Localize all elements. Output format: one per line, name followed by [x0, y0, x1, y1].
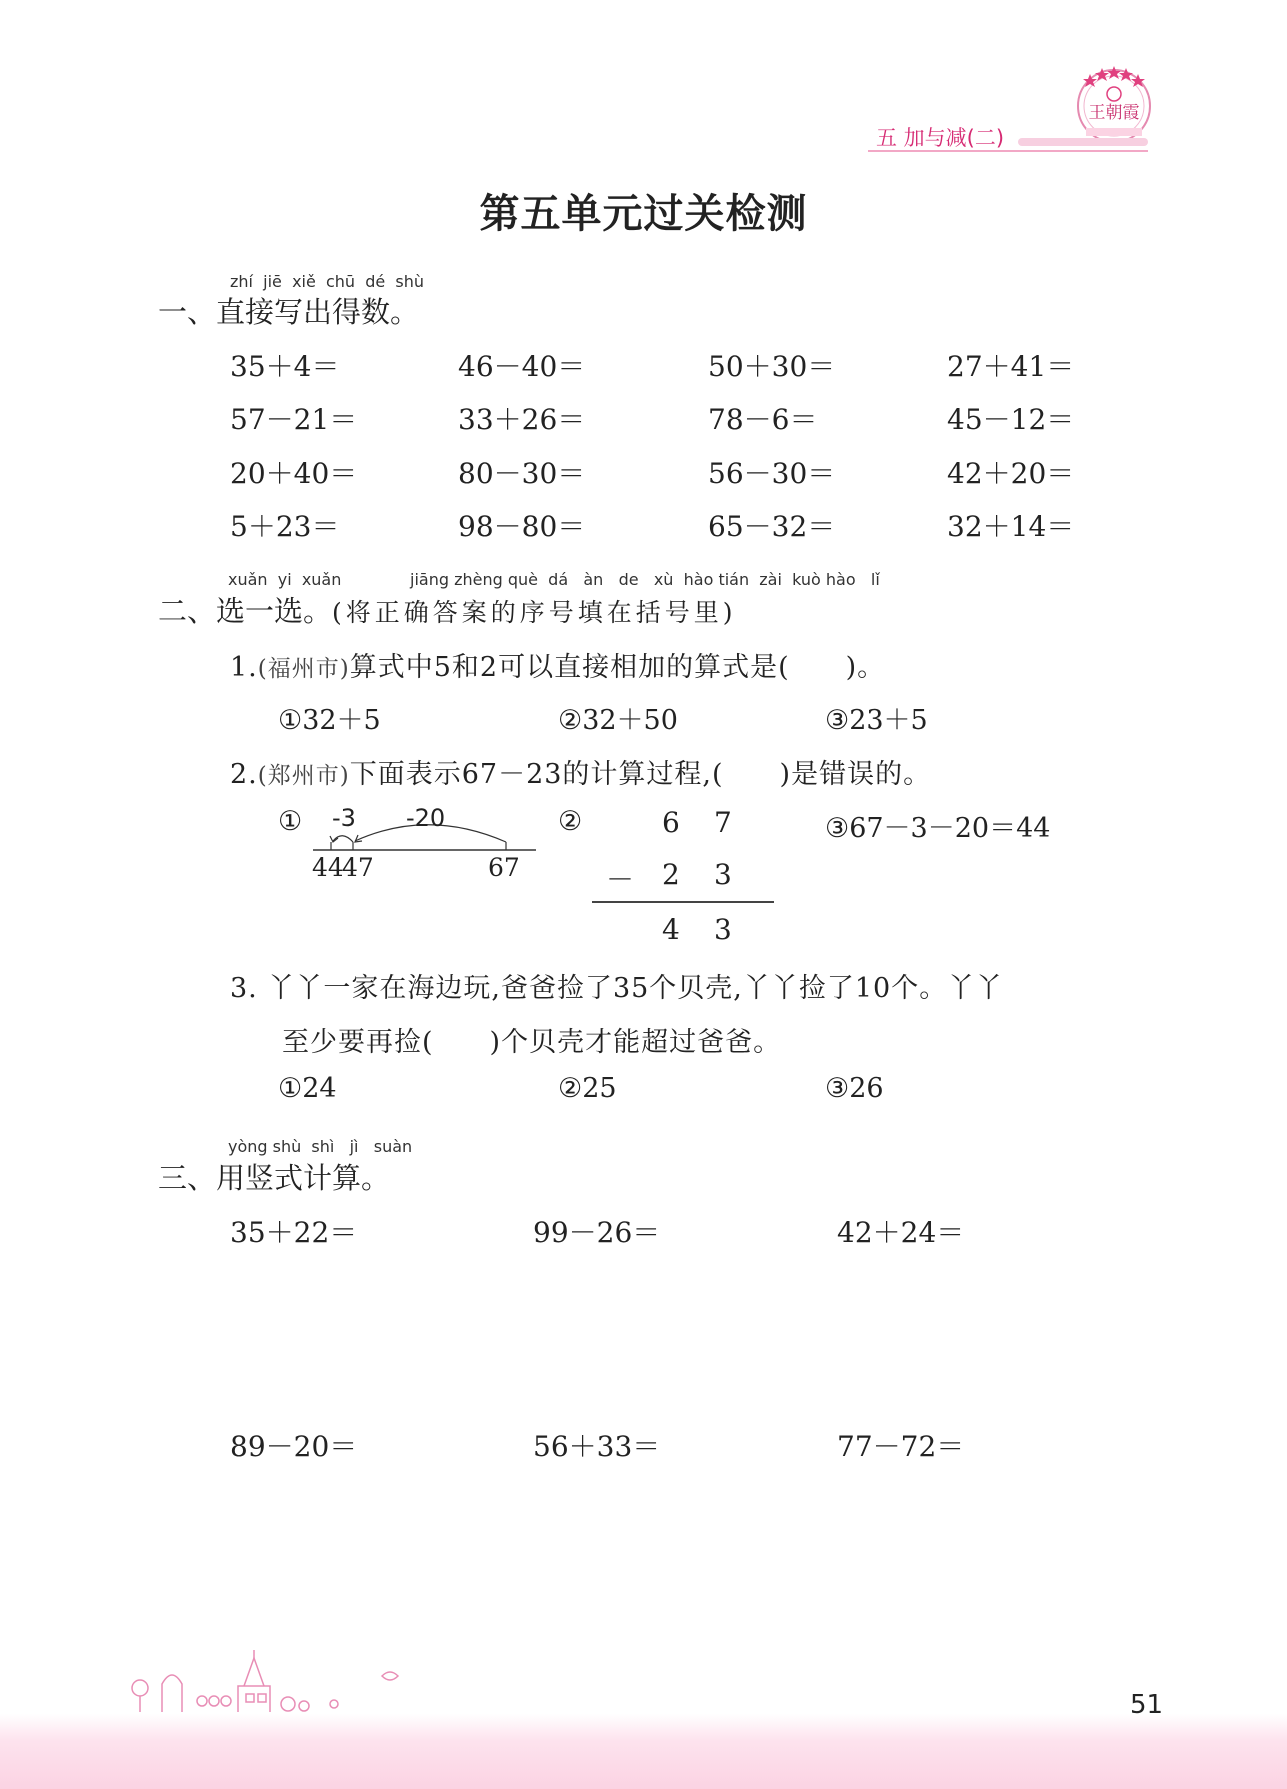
vertical-result-ones: 3: [714, 913, 732, 946]
calc-4-4: 32＋14＝: [947, 510, 1075, 543]
calc-1-2: 46－40＝: [458, 350, 586, 383]
section3-pinyin: yòng shù shì jì suàn: [228, 1137, 413, 1156]
calc-4-1: 5＋23＝: [230, 510, 340, 543]
footer-band: [0, 1714, 1287, 1789]
vertical-operator: －: [606, 863, 635, 896]
question-3-text-1: 丫丫一家在海边玩,爸爸捡了35个贝壳,丫丫捡了10个。丫丫: [267, 973, 1004, 1004]
vertical-top-ones: 7: [714, 806, 732, 839]
vertical-top-tens: 6: [662, 806, 680, 839]
chapter-underline: [868, 150, 1148, 152]
castle-decoration-icon: [120, 1646, 420, 1718]
section2-pinyin-note: jiāng zhèng què dá àn de xù hào tián zài kuò hào lǐ: [410, 570, 880, 589]
number-line-label-44: 44: [312, 853, 344, 882]
question-3-line-1: [230, 966, 1003, 1005]
number-line-label-67: 67: [488, 853, 520, 882]
jump-label-20: -20: [406, 804, 446, 832]
section1-heading: 一、直接写出得数。: [158, 295, 420, 329]
vertical-calc-1: 35＋22＝: [230, 1216, 358, 1249]
question-2-option-1-label: ①: [278, 806, 303, 837]
section2-pinyin-heading: xuǎn yi xuǎn: [228, 570, 342, 589]
vertical-calc-5: 56＋33＝: [533, 1430, 661, 1463]
calc-2-2: 33＋26＝: [458, 403, 586, 436]
vertical-result-tens: 4: [662, 913, 680, 946]
calc-1-4: 27＋41＝: [947, 350, 1075, 383]
question-1-option-2: ②32＋50: [558, 705, 678, 736]
question-2-text: 下面表示67－23的计算过程,( )是错误的。: [349, 759, 932, 790]
question-2-option-2-label: ②: [558, 806, 583, 837]
chapter-tab: [868, 120, 1148, 150]
question-1-source: (福州市): [257, 656, 350, 682]
question-2-source: (郑州市): [257, 763, 350, 789]
question-1-number: 1.: [230, 652, 258, 683]
calc-3-2: 80－30＝: [458, 457, 586, 490]
vertical-calc-6: 77－72＝: [837, 1430, 965, 1463]
question-3-option-1: ①24: [278, 1073, 337, 1104]
jump-label-3: -3: [332, 804, 356, 832]
calc-2-1: 57－21＝: [230, 403, 358, 436]
question-2-option-3: ③67－3－20＝44: [825, 813, 1051, 844]
chapter-label: 五 加与减(二): [876, 126, 1005, 150]
vertical-rule: [592, 901, 774, 903]
vertical-calc-3: 42＋24＝: [837, 1216, 965, 1249]
calc-2-3: 78－6＝: [708, 403, 818, 436]
question-1-option-1: ①32＋5: [278, 705, 381, 736]
section3-heading: 三、用竖式计算。: [158, 1161, 391, 1195]
question-3-option-2: ②25: [558, 1073, 617, 1104]
question-1: [230, 645, 885, 684]
chapter-tab-bar: [1018, 138, 1148, 146]
question-3-number: 3.: [230, 973, 258, 1004]
vertical-calc-2: 99－26＝: [533, 1216, 661, 1249]
question-3-text-2: 至少要再捡( )个贝壳才能超过爸爸。: [282, 1027, 782, 1058]
page-number: 51: [1130, 1690, 1164, 1720]
calc-2-4: 45－12＝: [947, 403, 1075, 436]
question-2: [230, 752, 931, 791]
calc-3-1: 20＋40＝: [230, 457, 358, 490]
section2-heading: 二、选一选。: [158, 594, 333, 628]
vertical-calc-4: 89－20＝: [230, 1430, 358, 1463]
question-2-number: 2.: [230, 759, 258, 790]
question-1-option-3: ③23＋5: [825, 705, 928, 736]
seal-text: 王朝霞: [1088, 103, 1140, 123]
section2-note: (将正确答案的序号填在括号里): [332, 598, 737, 627]
vertical-bottom-tens: 2: [662, 858, 680, 891]
calc-1-1: 35＋4＝: [230, 350, 340, 383]
calc-1-3: 50＋30＝: [708, 350, 836, 383]
page-title: 第五单元过关检测: [479, 191, 808, 237]
vertical-bottom-ones: 3: [714, 858, 732, 891]
number-line-label-47: 47: [342, 853, 374, 882]
calc-4-3: 65－32＝: [708, 510, 836, 543]
calc-3-3: 56－30＝: [708, 457, 836, 490]
calc-3-4: 42＋20＝: [947, 457, 1075, 490]
section1-pinyin: zhí jiē xiě chū dé shù: [230, 272, 425, 291]
question-1-text: 算式中5和2可以直接相加的算式是( )。: [349, 652, 886, 683]
question-3-option-3: ③26: [825, 1073, 884, 1104]
calc-4-2: 98－80＝: [458, 510, 586, 543]
